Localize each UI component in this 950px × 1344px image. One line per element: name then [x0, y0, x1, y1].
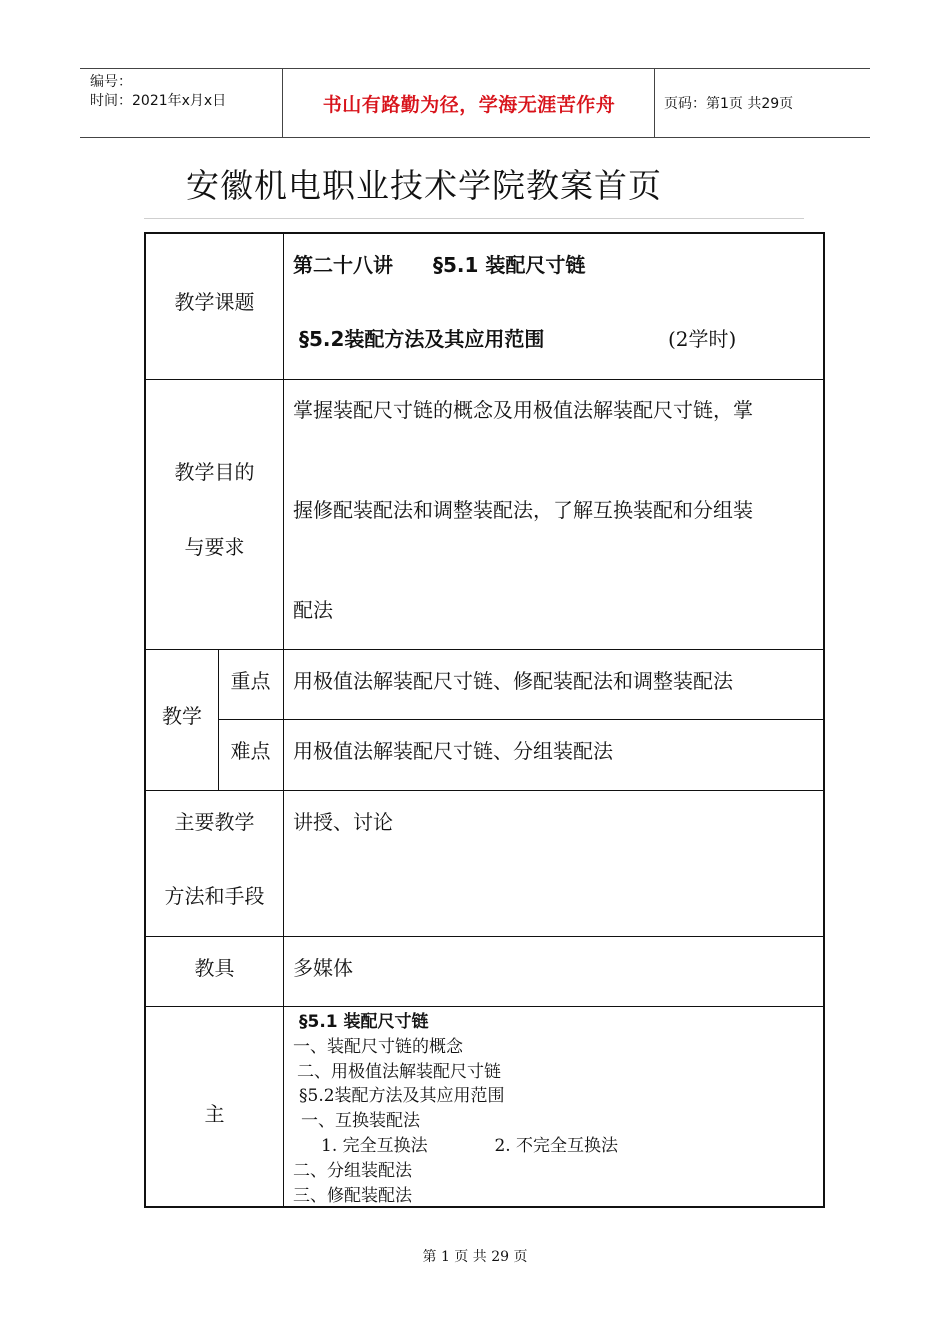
row-divider-6 [146, 1006, 823, 1007]
key-point-text: 用极值法解装配尺寸链、修配装配法和调整装配法 [293, 669, 733, 693]
content-item: 2. 不完全互换法 [494, 1135, 619, 1156]
content-item: 三、修配装配法 [293, 1185, 412, 1206]
topic-line-2: §5.2装配方法及其应用范围 [299, 327, 545, 351]
content-item: 二、用极值法解装配尺寸链 [297, 1061, 501, 1082]
objectives-line-3: 配法 [293, 598, 333, 622]
methods-text: 讲授、讨论 [293, 810, 393, 834]
row-divider-2 [146, 649, 823, 650]
content-label: 主 [204, 1102, 225, 1126]
objectives-label-2: 与要求 [184, 535, 245, 559]
lesson-plan-table [144, 232, 825, 1208]
tools-label: 教具 [194, 956, 235, 980]
number-label: 编号： [90, 74, 132, 90]
title-divider [144, 218, 804, 219]
topic-label: 教学课题 [174, 290, 255, 314]
content-item-row [293, 1134, 618, 1159]
methods-label-1: 主要教学 [174, 810, 255, 834]
row-divider-5 [146, 936, 823, 937]
methods-label-2: 方法和手段 [164, 884, 265, 908]
content-item: §5.1 装配尺寸链 [299, 1012, 429, 1032]
content-outline [293, 1010, 618, 1208]
objectives-label-1: 教学目的 [174, 460, 255, 484]
content-item: 一、装配尺寸链的概念 [293, 1036, 463, 1057]
teaching-label: 教学 [162, 704, 202, 728]
topic-line-1: 第二十八讲 §5.1 装配尺寸链 [293, 253, 586, 277]
objectives-line-2: 握修配装配法和调整装配法，了解互换装配和分组装 [293, 498, 753, 522]
header-motto: 书山有路勤为径，学海无涯苦作舟 [322, 93, 616, 116]
page-header [80, 68, 870, 138]
difficult-point-text: 用极值法解装配尺寸链、分组装配法 [293, 739, 613, 763]
page-title: 安徽机电职业技术学院教案首页 [186, 166, 662, 205]
tools-text: 多媒体 [293, 956, 353, 980]
difficult-point-label: 难点 [230, 739, 271, 763]
key-point-label: 重点 [230, 669, 271, 693]
topic-hours: (2学时) [668, 327, 737, 351]
content-item: 一、互换装配法 [301, 1111, 420, 1132]
row-divider-1 [146, 379, 823, 380]
content-item: §5.2装配方法及其应用范围 [299, 1086, 505, 1107]
page-footer: 第 1 页 共 29 页 [422, 1249, 528, 1265]
header-page-code: 页码：第1页 共29页 [664, 96, 794, 112]
content-item: 1. 完全互换法 [321, 1135, 428, 1156]
row-divider-3 [218, 719, 823, 720]
objectives-line-1: 掌握装配尺寸链的概念及用极值法解装配尺寸链，掌 [293, 398, 753, 422]
time-label: 时间：2021年x月x日 [90, 93, 227, 109]
row-divider-4 [146, 790, 823, 791]
content-item: 二、分组装配法 [293, 1160, 412, 1181]
header-meta [90, 73, 226, 111]
